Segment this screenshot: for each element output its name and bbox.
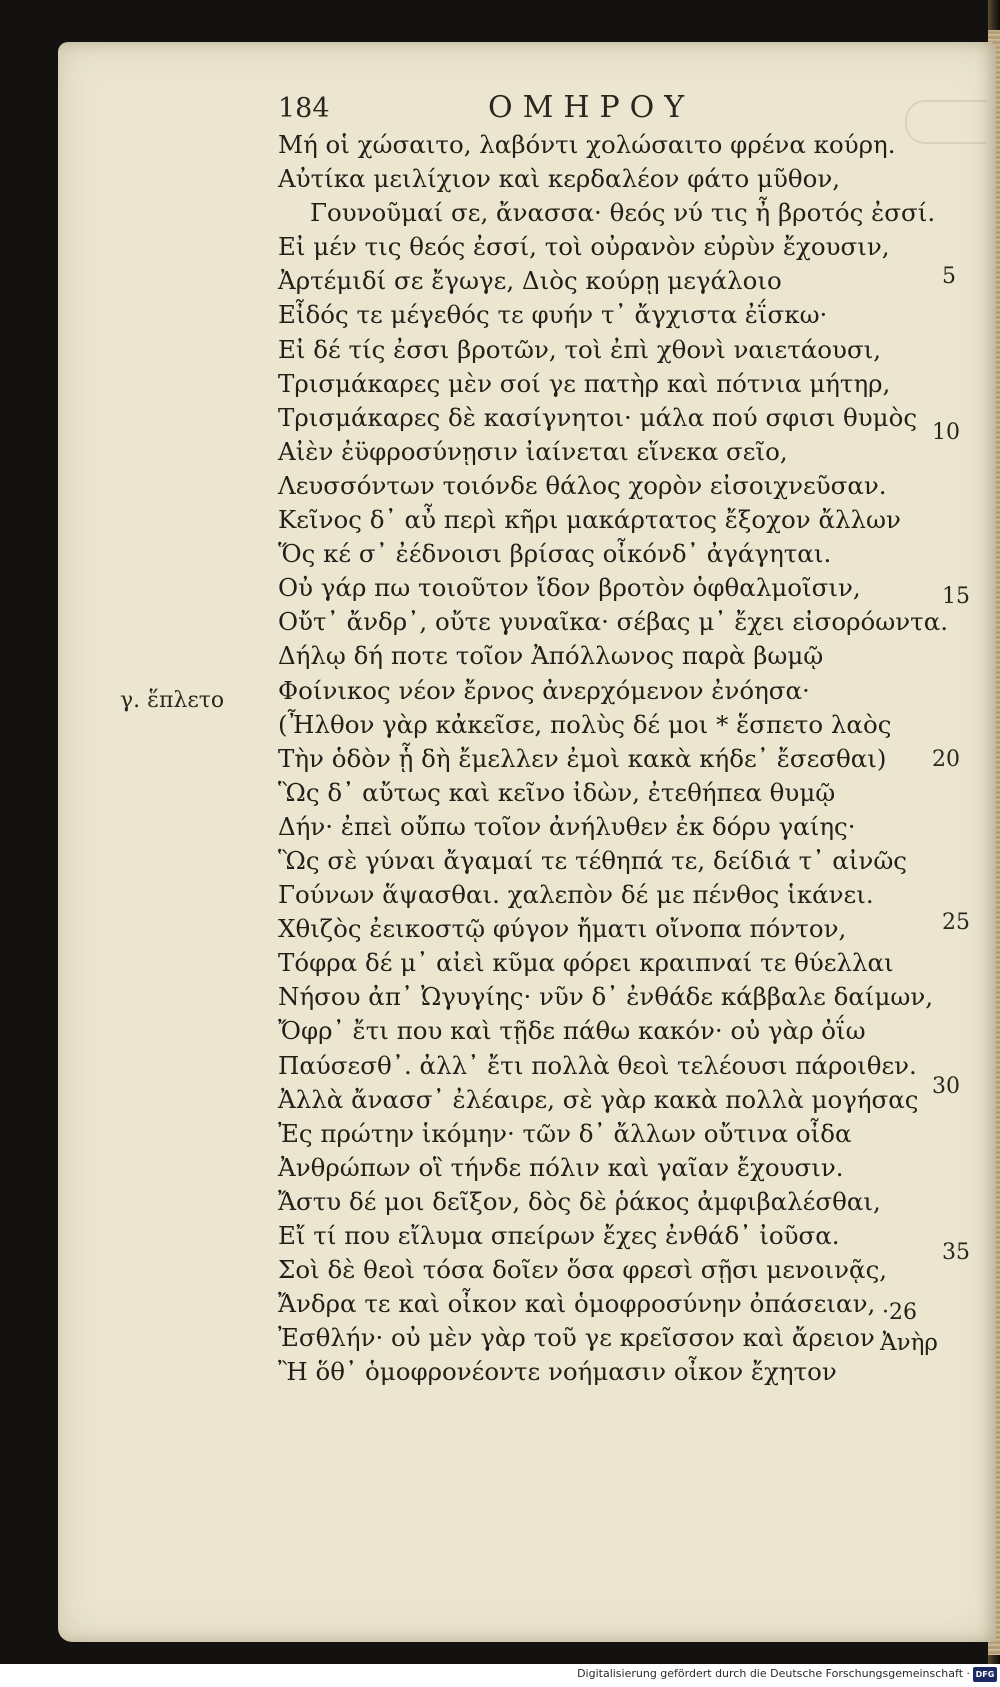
verse-line: Εἶδός τε μέγεθός τε φυήν τ᾽ ἄγχιστα ἐΐσκω·: [278, 300, 828, 330]
verse-line: Ὄφρ᾽ ἔτι που καὶ τῇδε πάθω κακόν· οὐ γὰρ ὀΐω: [278, 1016, 866, 1046]
verse-line: Δήλῳ δή ποτε τοῖον Ἀπόλλωνος παρὰ βωμῷ: [278, 641, 824, 671]
line-number: 35: [942, 1240, 970, 1265]
line-number: 20: [932, 747, 960, 772]
verse-line: Δήν· ἐπεὶ οὔπω τοῖον ἀνήλυθεν ἐκ δόρυ γαίης·: [278, 811, 856, 841]
verse-line: Τρισμάκαρες δὲ κασίγνητοι· μάλα πού σφισι θυμὸς: [278, 402, 918, 432]
verse-line: Οὐ γάρ πω τοιοῦτον ἴδον βροτὸν ὀφθαλμοῖσιν,: [278, 573, 861, 603]
footer-bar: [0, 1664, 1000, 1687]
verse-line: Εἰ δέ τίς ἐσσι βροτῶν, τοὶ ἐπὶ χθονὶ ναιετάουσι,: [278, 334, 882, 364]
verse-line: Ἀρτέμιδί σε ἔγωγε, Διὸς κούρῃ μεγάλοιο: [278, 266, 782, 296]
bleed-through-mark: [905, 100, 987, 144]
verse-line: (Ἦλθον γὰρ κἀκεῖσε, πολὺς δέ μοι * ἕσπετο λαὸς: [278, 709, 892, 739]
verse-line: Ἢ ὅθ᾽ ὁμοφρονέοντε νοήμασιν οἶκον ἔχητον: [278, 1357, 837, 1387]
verse-line: Τρισμάκαρες μὲν σοί γε πατὴρ καὶ πότνια μήτηρ,: [278, 368, 891, 398]
line-number: 5: [942, 264, 956, 289]
funding-credit: Digitalisierung gefördert durch die Deutsche Forschungsgemeinschaft ·: [577, 1667, 970, 1680]
verse-line: Εἰ μέν τις θεός ἐσσί, τοὶ οὐρανὸν εὐρὺν ἔχουσιν,: [278, 232, 890, 262]
verse-line: Σοὶ δὲ θεοὶ τόσα δοῖεν ὅσα φρεσὶ σῇσι μενοινᾷς,: [278, 1255, 888, 1285]
verse-line: Ἄνδρα τε καὶ οἶκον καὶ ὁμοφροσύνην ὀπάσειαν,: [278, 1289, 876, 1319]
verse-line: Οὔτ᾽ ἄνδρ᾽, οὔτε γυναῖκα· σέβας μ᾽ ἔχει εἰσορόωντα.: [278, 607, 949, 637]
verse-line: Κεῖνος δ᾽ αὖ περὶ κῆρι μακάρτατος ἔξοχον ἄλλων: [278, 505, 901, 535]
verse-line: Μή οἱ χώσαιτο, λαβόντι χολώσαιτο φρένα κούρη.: [278, 130, 896, 159]
verse-line: Γούνων ἅψασθαι. χαλεπὸν δέ με πένθος ἱκάνει.: [278, 880, 874, 910]
verse-line: Ἄστυ δέ μοι δεῖξον, δὸς δὲ ῥάκος ἀμφιβαλέσθαι,: [278, 1186, 881, 1216]
verse-line: Τόφρα δέ μ᾽ αἰεὶ κῦμα φόρει κραιπναί τε θύελλαι: [278, 948, 894, 978]
line-number: 10: [932, 420, 960, 445]
verse-line: Φοίνικος νέον ἔρνος ἀνερχόμενον ἐνόησα·: [278, 675, 810, 705]
verse-line: Εἴ τί που εἴλυμα σπείρων ἔχες ἐνθάδ᾽ ἰοῦσα.: [278, 1221, 840, 1250]
marginal-variant-note: γ. ἕπλετο: [120, 688, 225, 713]
dfg-logo: DFG: [973, 1667, 997, 1682]
verse-line: Ὣς δ᾽ αὔτως καὶ κεῖνο ἰδὼν, ἐτεθήπεα θυμῷ: [278, 777, 836, 807]
line-number: 30: [932, 1074, 960, 1099]
verse-line: Λευσσόντων τοιόνδε θάλος χορὸν εἰσοιχνεῦσαν.: [278, 470, 887, 500]
verse-line: Γουνοῦμαί σε, ἄνασσα· θεός νύ τις ἦ βροτός ἐσσί.: [310, 198, 936, 228]
verse-line: Ἐς πρώτην ἱκόμην· τῶν δ᾽ ἄλλων οὔτινα οἶδα: [278, 1118, 852, 1148]
verse-line: Ἀλλὰ ἄνασσ᾽ ἐλέαιρε, σὲ γὰρ κακὰ πολλὰ μογήσας: [278, 1084, 919, 1114]
running-head: ΟΜΗΡΟΥ: [488, 90, 695, 125]
verse-line: Ἀνθρώπων οἳ τήνδε πόλιν καὶ γαῖαν ἔχουσιν.: [278, 1152, 844, 1182]
verse-line: Ὣς σὲ γύναι ἄγαμαί τε τέθηπά τε, δείδιά τ᾽ αἰνῶς: [278, 845, 908, 875]
page-number: 184: [278, 93, 330, 124]
verse-line: Τὴν ὁδὸν ᾗ δὴ ἔμελλεν ἐμοὶ κακὰ κήδε᾽ ἔσεσθαι): [278, 743, 887, 773]
catch-mark: ·26: [882, 1300, 917, 1325]
verse-line: Ὅς κέ σ᾽ ἐέδνοισι βρίσας οἶκόνδ᾽ ἀγάγηται.: [278, 539, 832, 569]
line-number: 25: [942, 910, 970, 935]
verse-line: Αὐτίκα μειλίχιον καὶ κερδαλέον φάτο μῦθον,: [278, 164, 841, 194]
line-number: 15: [942, 584, 970, 609]
verse-line: Ἐσθλήν· οὐ μὲν γὰρ τοῦ γε κρεῖσσον καὶ ἄρειον: [278, 1323, 875, 1353]
verse-line: Αἰὲν ἐϋφροσύνῃσιν ἰαίνεται εἵνεκα σεῖο,: [278, 436, 788, 466]
verse-line: Νήσου ἀπ᾽ Ὠγυγίης· νῦν δ᾽ ἐνθάδε κάββαλε δαίμων,: [278, 982, 934, 1012]
verse-line: Χθιζὸς ἐεικοστῷ φύγον ἤματι οἴνοπα πόντον,: [278, 914, 847, 944]
verse-line: Παύσεσθ᾽. ἀλλ᾽ ἔτι πολλὰ θεοὶ τελέουσι πάροιθεν.: [278, 1050, 917, 1080]
catchword: Ἀνὴρ: [880, 1330, 938, 1356]
